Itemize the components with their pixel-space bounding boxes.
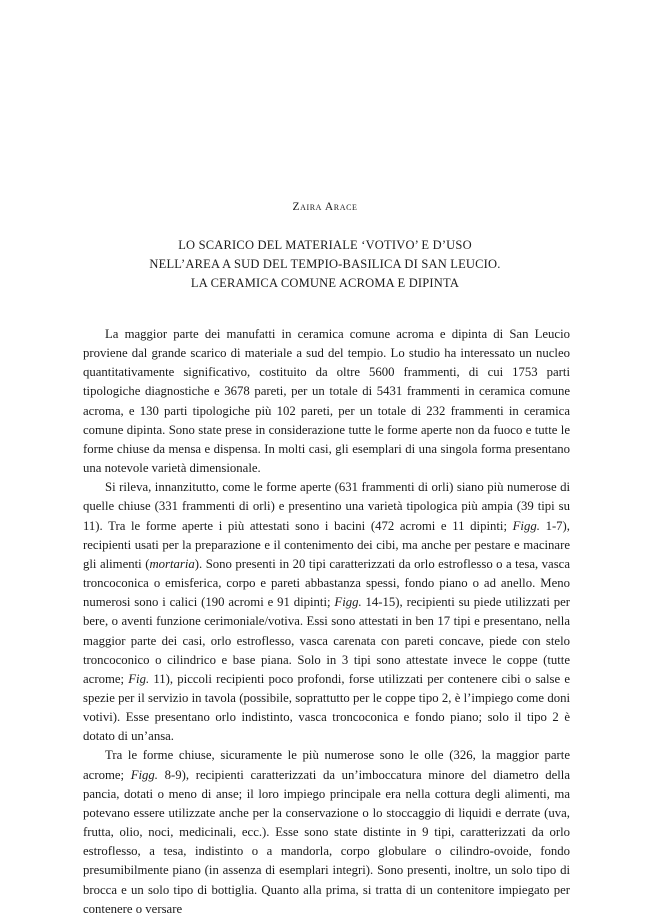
text-run: 14-15), recipienti su piede utilizzati per bere, o aventi funzione cerimoniale/votiva. Essi sono attestati in ben 17 tipi e presentano, nella maggior parte dei casi, orlo estroflesso, vasca carenata con pareti concave, piede con stelo troncoconico o cilindrico e base piana. Solo in 3 tipi sono attestate invece le coppe (tutte acrome; xyxy=(83,595,571,686)
paragraph-2 xyxy=(83,478,570,746)
article-title xyxy=(0,236,650,293)
title-line-1: LO SCARICO DEL MATERIALE ‘VOTIVO’ E D’USO xyxy=(178,238,472,252)
paragraph-1: La maggior parte dei manufatti in ceramica comune acroma e dipinta di San Leucio proviene dal grande scarico di materiale a sud del tempio. Lo studio ha interessato un nucleo quantitativamente significativo, costituito da oltre 5600 frammenti, di cui 1753 parti tipologiche diagnostiche e 3678 pareti, per un totale di 5431 frammenti in ceramica comune acroma, e 130 parti tipologiche più 102 pareti, per un totale di 232 frammenti in ceramica comune dipinta. Sono state prese in considerazione tutte le forme aperte non da fuoco e tutte le forme chiuse da mensa e dispensa. In molti casi, gli esemplari di una singola forma presentano una notevole varietà dimensionale. xyxy=(83,327,570,476)
author-name: Zaira Arace xyxy=(292,201,358,213)
figure-ref: Fig. xyxy=(128,671,150,686)
figure-ref: Figg. xyxy=(512,518,540,533)
paragraph-3 xyxy=(83,746,570,918)
text-run: ). Sono presenti in 20 tipi caratterizzati da orlo estroflesso o a tesa, vasca troncoconica o emisferica, corpo e pareti abbastanza spessi, fondo piano o ad anello. Meno numerosi sono i calici (190 acromi e 91 dipinti; xyxy=(83,556,570,610)
latin-term: mortaria xyxy=(149,556,195,571)
text-run: 8-9), recipienti caratterizzati da un’imboccatura minore del diametro della pancia, dotati o meno di anse; il loro impiego principale era nella cottura degli alimenti, ma potevano essere utilizzate anche per la conservazione o lo stoccaggio di liquidi e derrate (uva, frutta, olio, noci, medicinali, ecc.). Esse sono state distinte in 9 tipi, caratterizzati da orlo estroflesso, a tesa, indistinto o a mandorla, corpo globulare o cilindro-ovoide, fondo presumibilmente piano (in assenza di esemplari integri). Sono presenti, inoltre, un solo tipo di brocca e un solo tipo di bottiglia. Quanto alla prima, si tratta di un contenitore impiegato per contenere o versare xyxy=(83,767,570,916)
article-body xyxy=(83,325,570,919)
text-run: Tra le forme chiuse, sicuramente le più numerose sono le olle (326, la maggior parte acrome; xyxy=(83,748,570,782)
text-run: 1-7), recipienti usati per la preparazione e il contenimento dei cibi, ma anche per pestare e macinare gli alimenti ( xyxy=(83,518,570,571)
text-run: 11), piccoli recipienti poco profondi, forse utilizzati per contenere cibi o salse e spezie per il servizio in tavola (possibile, soprattutto per le coppe tipo 2, è l’impiego come doni votivi). Esse presentano orlo indistinto, vasca troncoconica e fondo piano; solo il tipo 2 è dotato di un’ansa. xyxy=(83,671,570,744)
figure-ref: Figg. xyxy=(130,767,158,782)
title-line-3: LA CERAMICA COMUNE ACROMA E DIPINTA xyxy=(190,276,460,290)
title-line-2: NELL’AREA A SUD DEL TEMPIO-BASILICA DI SAN LEUCIO. xyxy=(149,257,501,271)
text-run: Si rileva, innanzitutto, come le forme aperte (631 frammenti di orli) siano più numerose di quelle chiuse (331 frammenti di orli) e presentino una varietà tipologica più ampia (39 tipi su 11). Tra le forme aperte i più attestati sono i bacini (472 acromi e 11 dipinti; xyxy=(83,480,570,533)
figure-ref: Figg. xyxy=(334,595,362,610)
